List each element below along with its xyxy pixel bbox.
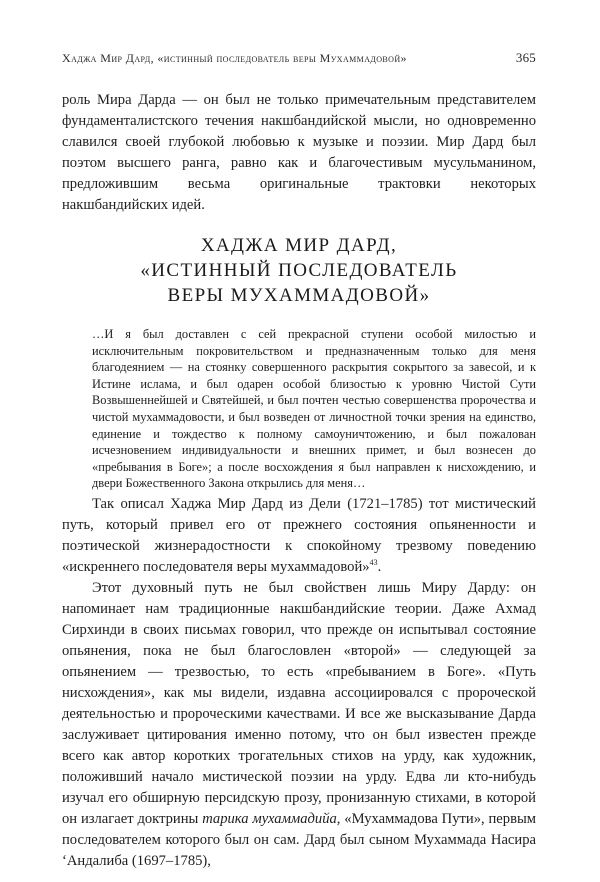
paragraph-2-part-1: Этот духовный путь не был свойствен лишь Миру Дарду: он напоминает нам традиционные накшбандийские теории. Даже Ахмад Сирхинди в своих письмах говорил, что прежде он испытывал состояние опьянения, пока не был благословлен «второй» — следующей за опьянением — трезвостью, то есть «пребыванием в Боге». «Путь нисхождения», как мы видели, издавна ассоциировался с пророческой деятельностью и пророческими качествами. И все же высказывание Дарда заслуживает цитирования именно потому, что он был известен прежде всего как автор коротких трогательных стихов на урду, как художник, положивший начало мистической поэзии на урду. Едва ли кто-нибудь изучал его обширную персидскую прозу, пронизанную стихами, в которой он излагает доктрины: [62, 580, 536, 827]
page-number: 365: [515, 50, 536, 65]
section-heading: [62, 233, 536, 308]
paragraph-1: [62, 494, 536, 578]
footnote-marker[interactable]: 43: [369, 558, 378, 568]
section-heading-line-1: ХАДЖА МИР ДАРД,: [200, 235, 398, 256]
paragraph-1-end: .: [377, 559, 382, 575]
body-text: [62, 494, 536, 872]
running-title: Хаджа Мир Дард, «истинный последователь веры Мухаммадовой»: [62, 51, 407, 65]
italic-term: тарика мухаммадийа,: [202, 811, 341, 827]
paragraph-2-part-2: «Мухаммадова Пути», первым последователем которого был он сам. Дард был сыном Мухаммада Насира ‘Андалиба (1697–1785),: [62, 811, 537, 869]
section-heading-line-3: ВЕРЫ МУХАММАДОВОЙ»: [167, 285, 431, 306]
intro-block: [62, 90, 536, 216]
intro-paragraph: роль Мира Дарда — он был не только примечательным представителем фундаменталистского течения накшбандийской мысли, но одновременно славился своей глубокой любовью к музыке и поэзии. Мир Дард был поэтом высшего ранга, равно как и благочестивым мусульманином, предложившим весьма оригинальные трактовки некоторых накшбандийских идей.: [62, 92, 536, 213]
paragraph-2: [62, 578, 536, 872]
running-header: [62, 50, 536, 66]
section-heading-line-2: «ИСТИННЫЙ ПОСЛЕДОВАТЕЛЬ: [140, 260, 458, 281]
epigraph-quote: …И я был доставлен с сей прекрасной ступени особой милостью и исключительным покровительством и предназначенным только для меня благодеянием — на стоянку совершенного раскрытия сокрытого за завесой, и к Истине ислама, и был одарен особой близостью к уровню Чистой Сути Возвышеннейшей и Святейшей, и был почтен честью совершенства пророчества и чистой мухаммадовости, и был возведен от личностной точки зрения на единство, единение и тождество к полному самоуничтожению, и был пожалован исчезновением индивидуальности и внешних примет, и был вознесен до «пребывания в Боге»; а после восхождения я был направлен к нисхождению, и двери Божественного Закона открылись для меня…: [92, 327, 536, 491]
paragraph-1-text: Так описал Хаджа Мир Дард из Дели (1721–1785) тот мистический путь, который привел его от прежнего состояния опьяненности и поэтической жизнерадостности к спокойному трезвому поведению «искреннего последователя веры мухаммадовой»: [62, 496, 536, 575]
